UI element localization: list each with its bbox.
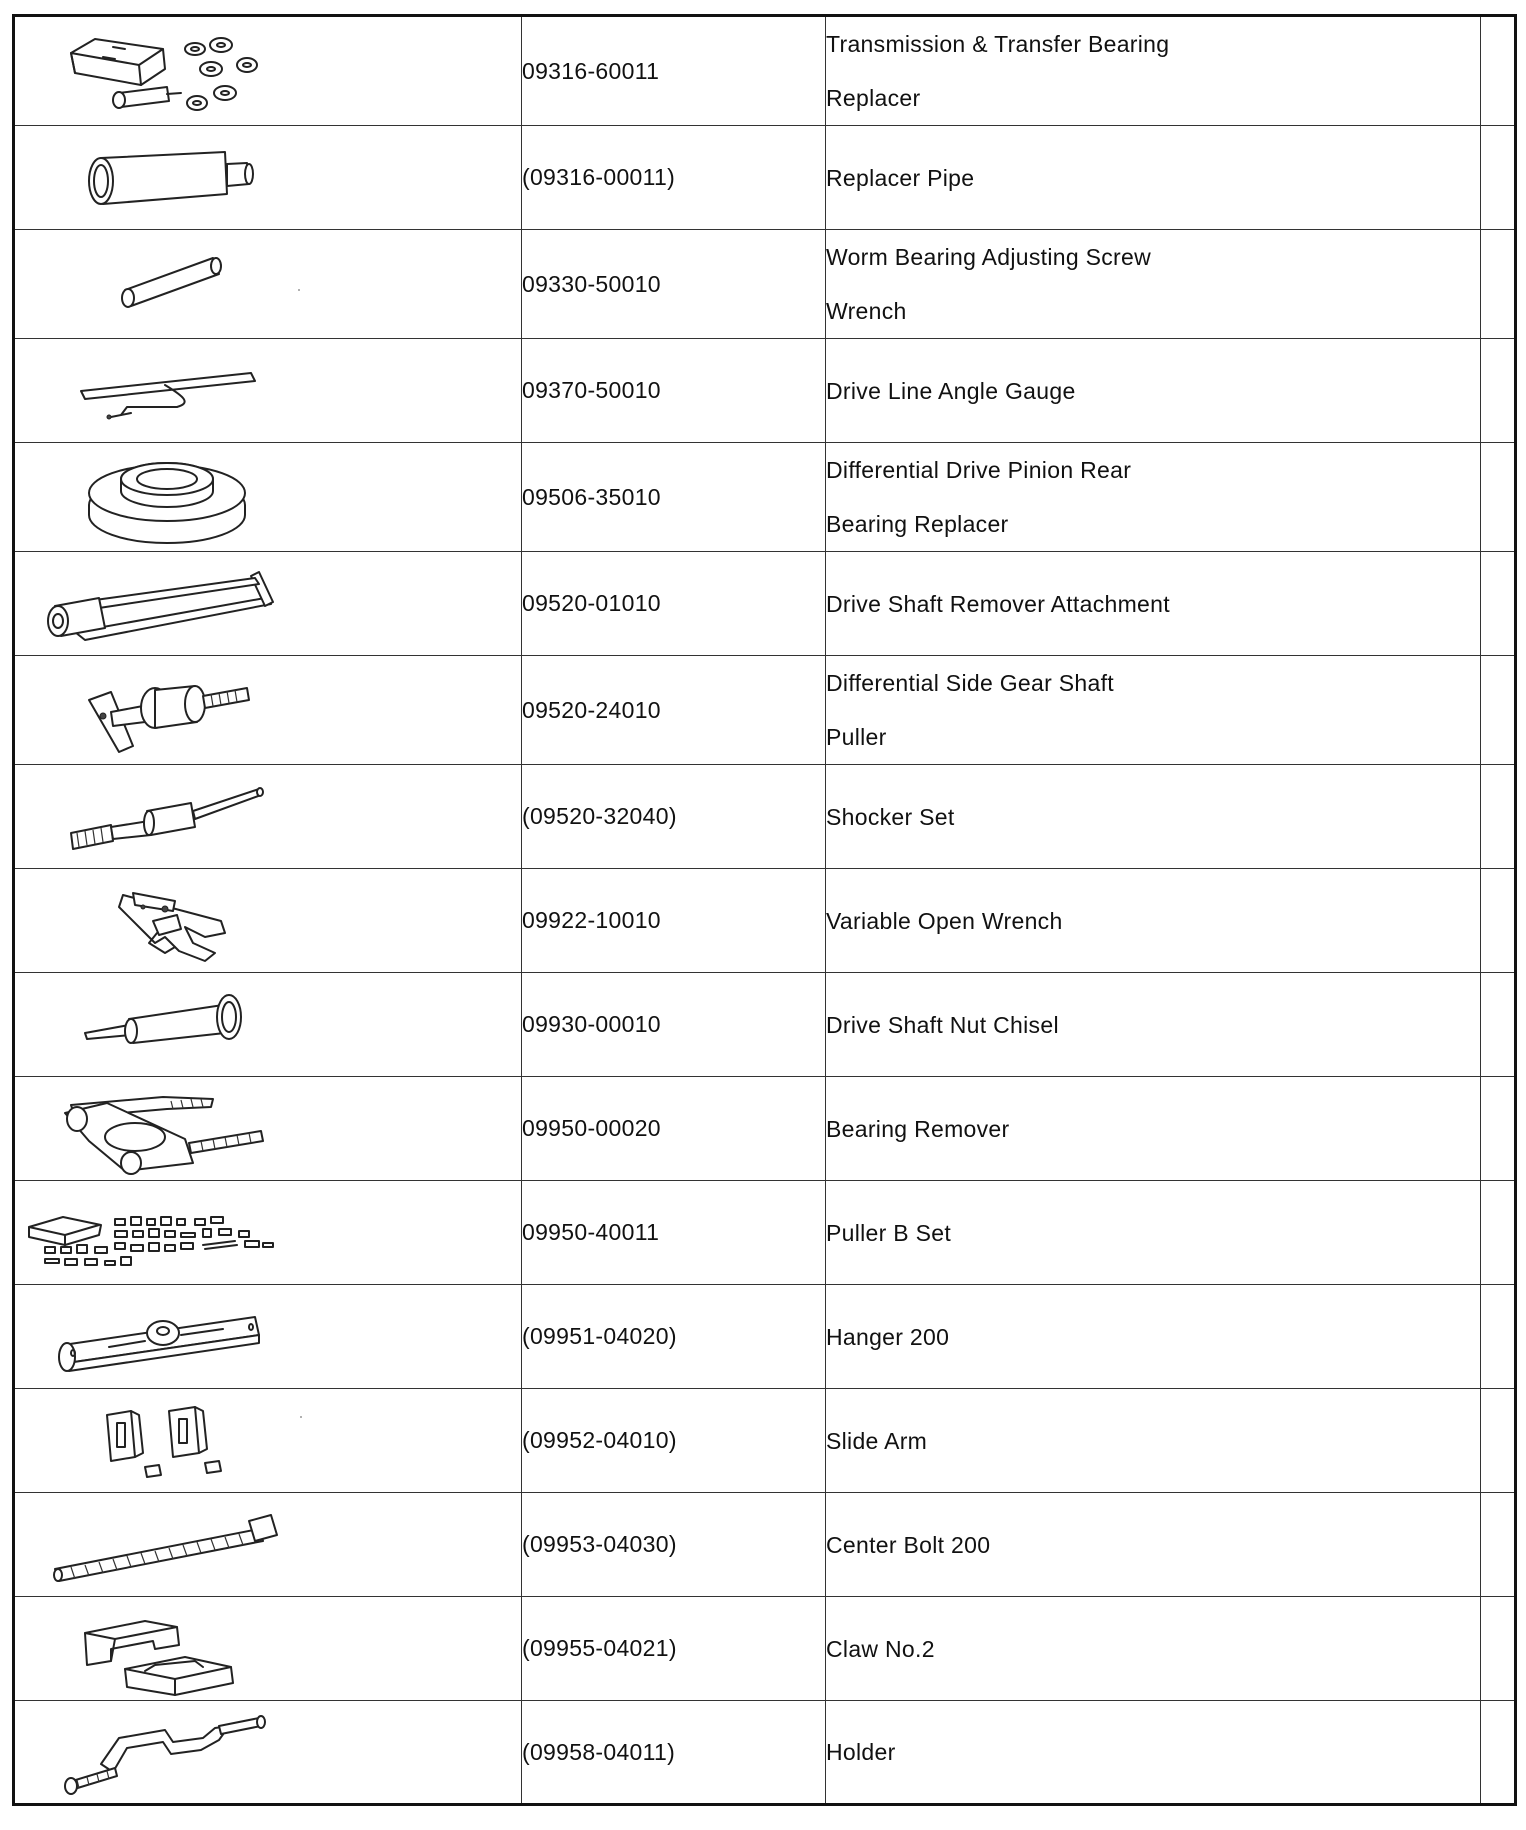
table-row bbox=[14, 443, 1516, 552]
blank-cell bbox=[1481, 1285, 1516, 1389]
adjusting-screw-wrench-icon bbox=[15, 234, 315, 334]
slide-arm-icon bbox=[15, 1391, 315, 1491]
tool-name: Slide Arm bbox=[826, 1389, 1481, 1493]
part-number: (09955-04021) bbox=[522, 1597, 826, 1701]
rear-bearing-replacer-icon bbox=[15, 447, 315, 547]
blank-cell bbox=[1481, 765, 1516, 869]
table-row bbox=[14, 765, 1516, 869]
tool-illustration-cell bbox=[14, 443, 522, 552]
table-row bbox=[14, 1701, 1516, 1805]
tool-illustration-cell bbox=[14, 1597, 522, 1701]
tool-illustration-cell bbox=[14, 765, 522, 869]
special-service-tools-table bbox=[12, 14, 1517, 1806]
tool-illustration-cell bbox=[14, 1701, 522, 1805]
blank-cell bbox=[1481, 1701, 1516, 1805]
hanger-icon bbox=[15, 1287, 315, 1387]
tool-name: Drive Shaft Remover Attachment bbox=[826, 552, 1481, 656]
blank-cell bbox=[1481, 339, 1516, 443]
blank-cell bbox=[1481, 552, 1516, 656]
blank-cell bbox=[1481, 443, 1516, 552]
table-row bbox=[14, 126, 1516, 230]
part-number: (09520-32040) bbox=[522, 765, 826, 869]
table-row bbox=[14, 1493, 1516, 1597]
table-row bbox=[14, 869, 1516, 973]
tool-name: Drive Line Angle Gauge bbox=[826, 339, 1481, 443]
remover-attachment-icon bbox=[15, 554, 315, 654]
tool-name: Puller B Set bbox=[826, 1181, 1481, 1285]
tool-illustration-cell bbox=[14, 973, 522, 1077]
blank-cell bbox=[1481, 1077, 1516, 1181]
puller-b-set-icon bbox=[15, 1183, 315, 1283]
tool-illustration-cell bbox=[14, 339, 522, 443]
tool-illustration-cell bbox=[14, 1389, 522, 1493]
tool-illustration-cell bbox=[14, 552, 522, 656]
tool-illustration-cell bbox=[14, 1285, 522, 1389]
part-number: 09316-60011 bbox=[522, 16, 826, 126]
part-number: (09953-04030) bbox=[522, 1493, 826, 1597]
center-bolt-icon bbox=[15, 1495, 315, 1595]
bearing-remover-icon bbox=[15, 1079, 315, 1179]
tool-illustration-cell bbox=[14, 1493, 522, 1597]
part-number: 09520-01010 bbox=[522, 552, 826, 656]
part-number: 09922-10010 bbox=[522, 869, 826, 973]
table-row bbox=[14, 230, 1516, 339]
tool-name: Center Bolt 200 bbox=[826, 1493, 1481, 1597]
table-row bbox=[14, 973, 1516, 1077]
part-number: (09958-04011) bbox=[522, 1701, 826, 1805]
tool-name: Bearing Remover bbox=[826, 1077, 1481, 1181]
table-row bbox=[14, 1389, 1516, 1493]
tool-illustration-cell bbox=[14, 230, 522, 339]
tool-illustration-cell bbox=[14, 1077, 522, 1181]
part-number: 09930-00010 bbox=[522, 973, 826, 1077]
table-row bbox=[14, 1597, 1516, 1701]
part-number: (09951-04020) bbox=[522, 1285, 826, 1389]
part-number: (09316-00011) bbox=[522, 126, 826, 230]
part-number: 09520-24010 bbox=[522, 656, 826, 765]
blank-cell bbox=[1481, 1597, 1516, 1701]
holder-icon bbox=[15, 1702, 315, 1802]
table-row bbox=[14, 1285, 1516, 1389]
tool-name: Hanger 200 bbox=[826, 1285, 1481, 1389]
tool-name: Transmission & Transfer Bearing Replacer bbox=[826, 16, 1481, 126]
tool-name: Drive Shaft Nut Chisel bbox=[826, 973, 1481, 1077]
tool-name: Claw No.2 bbox=[826, 1597, 1481, 1701]
angle-gauge-icon bbox=[15, 341, 315, 441]
part-number: 09950-40011 bbox=[522, 1181, 826, 1285]
table-row bbox=[14, 1181, 1516, 1285]
replacer-pipe-icon bbox=[15, 128, 315, 228]
tool-name: Differential Drive Pinion Rear Bearing Replacer bbox=[826, 443, 1481, 552]
blank-cell bbox=[1481, 973, 1516, 1077]
blank-cell bbox=[1481, 230, 1516, 339]
blank-cell bbox=[1481, 1181, 1516, 1285]
blank-cell bbox=[1481, 126, 1516, 230]
table-row bbox=[14, 656, 1516, 765]
claw-icon bbox=[15, 1599, 315, 1699]
part-number: 09506-35010 bbox=[522, 443, 826, 552]
tool-illustration-cell bbox=[14, 1181, 522, 1285]
table-row bbox=[14, 1077, 1516, 1181]
tool-name: Worm Bearing Adjusting Screw Wrench bbox=[826, 230, 1481, 339]
side-gear-shaft-puller-icon bbox=[15, 660, 315, 760]
part-number: 09950-00020 bbox=[522, 1077, 826, 1181]
bearing-replacer-set-icon bbox=[15, 21, 315, 121]
blank-cell bbox=[1481, 16, 1516, 126]
nut-chisel-icon bbox=[15, 975, 315, 1075]
blank-cell bbox=[1481, 1493, 1516, 1597]
part-number: (09952-04010) bbox=[522, 1389, 826, 1493]
variable-open-wrench-icon bbox=[15, 871, 315, 971]
tool-name: Variable Open Wrench bbox=[826, 869, 1481, 973]
table-row bbox=[14, 339, 1516, 443]
tool-name: Replacer Pipe bbox=[826, 126, 1481, 230]
tool-illustration-cell bbox=[14, 656, 522, 765]
tool-name: Differential Side Gear Shaft Puller bbox=[826, 656, 1481, 765]
blank-cell bbox=[1481, 869, 1516, 973]
tool-illustration-cell bbox=[14, 16, 522, 126]
tool-illustration-cell bbox=[14, 126, 522, 230]
table-row bbox=[14, 552, 1516, 656]
part-number: 09370-50010 bbox=[522, 339, 826, 443]
tool-name: Holder bbox=[826, 1701, 1481, 1805]
tool-name: Shocker Set bbox=[826, 765, 1481, 869]
tool-illustration-cell bbox=[14, 869, 522, 973]
tool-list-sheet bbox=[12, 14, 1514, 1820]
part-number: 09330-50010 bbox=[522, 230, 826, 339]
blank-cell bbox=[1481, 1389, 1516, 1493]
blank-cell bbox=[1481, 656, 1516, 765]
table-row bbox=[14, 16, 1516, 126]
shocker-set-icon bbox=[15, 767, 315, 867]
